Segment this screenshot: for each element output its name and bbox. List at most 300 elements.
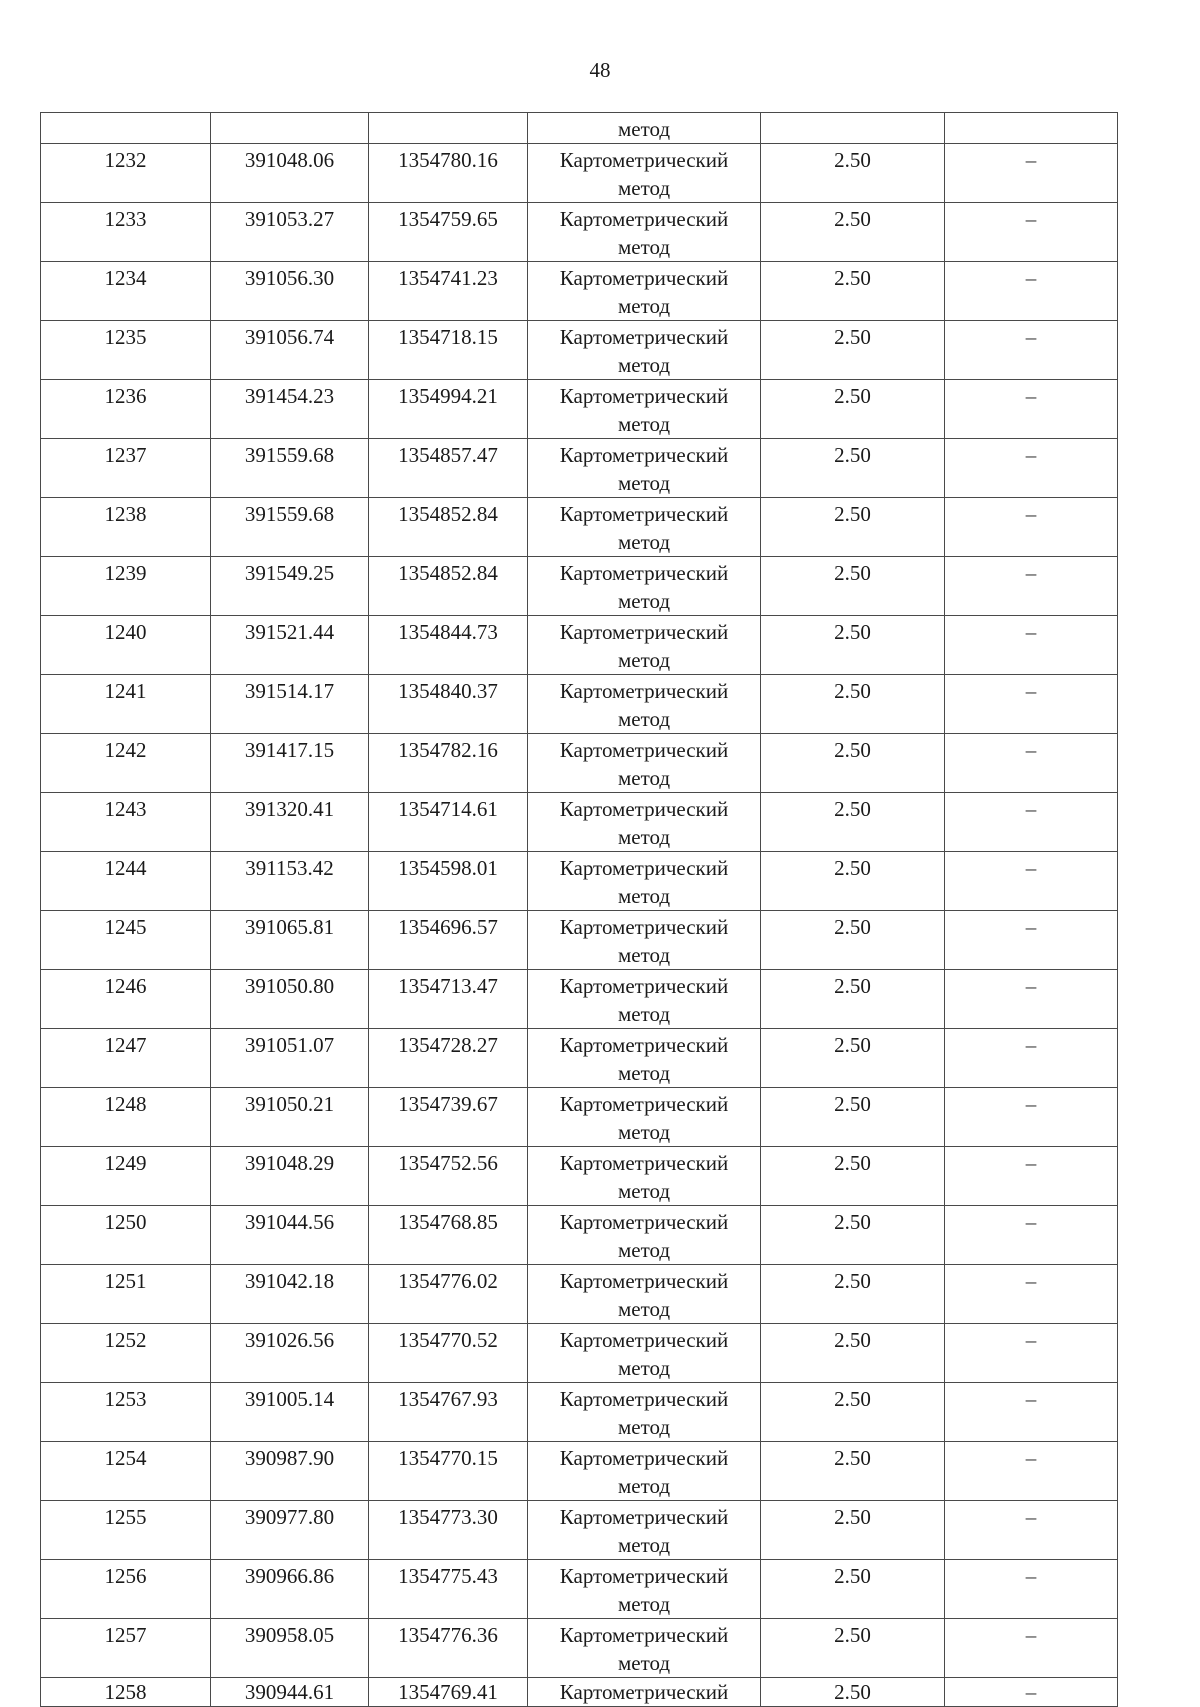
cell-accuracy (761, 262, 945, 321)
coordinate-y: 1354852.84 (398, 561, 498, 585)
table-row (41, 1619, 1118, 1678)
cell-y (369, 321, 528, 380)
coordinate-x: 391050.80 (244, 974, 335, 998)
method-text (528, 557, 760, 615)
table-row (41, 1206, 1118, 1265)
cell-description (945, 793, 1118, 852)
coordinate-x: 391521.44 (244, 620, 335, 644)
cell-method (528, 380, 761, 439)
method-line-2: метод (617, 1297, 671, 1321)
coordinate-x: 391559.68 (244, 443, 335, 467)
method-line-1: Картометрический (559, 797, 729, 821)
cell-accuracy (761, 1442, 945, 1501)
method-line-1: Картометрический (559, 384, 729, 408)
point-number: 1237 (104, 443, 147, 467)
accuracy-value: 2.50 (834, 1033, 871, 1057)
method-text (528, 1619, 760, 1677)
cell-x (211, 1619, 369, 1678)
cell-method (528, 734, 761, 793)
cell-number (41, 1442, 211, 1501)
accuracy-value: 2.50 (834, 1680, 871, 1704)
method-line-2: метод (617, 766, 671, 790)
cell-number (41, 1265, 211, 1324)
cell-x (211, 793, 369, 852)
cell-number (41, 144, 211, 203)
method-text (528, 970, 760, 1028)
table-row (41, 203, 1118, 262)
description-dash: – (1025, 1505, 1037, 1529)
table-row (41, 262, 1118, 321)
point-number: 1245 (104, 915, 147, 939)
method-line-2: метод (617, 648, 671, 672)
accuracy-value: 2.50 (834, 1446, 871, 1470)
point-number: 1251 (104, 1269, 147, 1293)
coordinate-x: 391320.41 (244, 797, 335, 821)
cell-y (369, 1383, 528, 1442)
cell-y (369, 113, 528, 144)
description-dash: – (1025, 1680, 1037, 1704)
cell-y (369, 1265, 528, 1324)
description-dash: – (1025, 1269, 1037, 1293)
method-text (528, 1442, 760, 1500)
cell-y (369, 1029, 528, 1088)
method-line-2: метод (617, 1592, 671, 1616)
cell-accuracy (761, 1088, 945, 1147)
point-number: 1232 (104, 148, 147, 172)
method-line-2: метод (617, 1474, 671, 1498)
cell-number (41, 675, 211, 734)
cell-number (41, 203, 211, 262)
cell-accuracy (761, 144, 945, 203)
cell-x (211, 1147, 369, 1206)
description-dash: – (1025, 1151, 1037, 1175)
method-text (528, 1206, 760, 1264)
cell-accuracy (761, 852, 945, 911)
accuracy-value: 2.50 (834, 207, 871, 231)
coordinate-x: 391549.25 (244, 561, 335, 585)
cell-number (41, 380, 211, 439)
point-number: 1239 (104, 561, 147, 585)
point-number: 1236 (104, 384, 147, 408)
description-dash: – (1025, 915, 1037, 939)
table-row (41, 852, 1118, 911)
description-dash: – (1025, 1446, 1037, 1470)
cell-number (41, 1383, 211, 1442)
cell-x (211, 203, 369, 262)
cell-x (211, 852, 369, 911)
cell-description (945, 1560, 1118, 1619)
method-continued: метод (617, 117, 671, 141)
coordinate-x: 391454.23 (244, 384, 335, 408)
coordinate-y: 1354776.02 (398, 1269, 498, 1293)
point-number: 1257 (104, 1623, 147, 1647)
coordinate-y: 1354844.73 (398, 620, 498, 644)
point-number: 1249 (104, 1151, 147, 1175)
cell-y (369, 734, 528, 793)
cell-description (945, 1678, 1118, 1707)
coordinate-x: 391056.30 (244, 266, 335, 290)
coordinate-y: 1354775.43 (398, 1564, 498, 1588)
method-line-2: метод (617, 943, 671, 967)
method-text (528, 380, 760, 438)
coordinate-x: 391053.27 (244, 207, 335, 231)
coordinate-x: 390958.05 (244, 1623, 335, 1647)
point-number: 1258 (104, 1680, 147, 1704)
method-line-2: метод (617, 294, 671, 318)
table-row (41, 1147, 1118, 1206)
coordinate-x: 391559.68 (244, 502, 335, 526)
cell-description (945, 675, 1118, 734)
cell-y (369, 852, 528, 911)
cell-accuracy (761, 1265, 945, 1324)
table-row (41, 1088, 1118, 1147)
coordinate-x: 391026.56 (244, 1328, 335, 1352)
point-number: 1238 (104, 502, 147, 526)
cell-y (369, 1619, 528, 1678)
coordinate-y: 1354773.30 (398, 1505, 498, 1529)
point-number: 1255 (104, 1505, 147, 1529)
cell-accuracy (761, 1619, 945, 1678)
cell-y (369, 1501, 528, 1560)
cell-number (41, 911, 211, 970)
cell-method (528, 793, 761, 852)
point-number: 1235 (104, 325, 147, 349)
coordinate-y: 1354994.21 (398, 384, 498, 408)
point-number: 1254 (104, 1446, 147, 1470)
method-line-2: метод (617, 707, 671, 731)
cell-method (528, 1560, 761, 1619)
cell-description (945, 439, 1118, 498)
cell-accuracy (761, 675, 945, 734)
method-text (528, 911, 760, 969)
method-text (528, 262, 760, 320)
method-text (528, 1560, 760, 1618)
page-number: 48 (589, 58, 611, 82)
method-line-2: метод (617, 1238, 671, 1262)
cell-number (41, 1619, 211, 1678)
coordinate-x: 391417.15 (244, 738, 335, 762)
cell-y (369, 793, 528, 852)
cell-description (945, 557, 1118, 616)
cell-y (369, 911, 528, 970)
method-line-1: Картометрический (559, 620, 729, 644)
method-line-1: Картометрический (559, 679, 729, 703)
method-line-2: метод (617, 1179, 671, 1203)
accuracy-value: 2.50 (834, 1210, 871, 1234)
cell-description (945, 911, 1118, 970)
method-line-2: метод (617, 353, 671, 377)
cell-y (369, 144, 528, 203)
cell-method (528, 1088, 761, 1147)
cell-method (528, 1678, 761, 1707)
cell-number (41, 262, 211, 321)
table-row (41, 911, 1118, 970)
point-number: 1240 (104, 620, 147, 644)
cell-x (211, 970, 369, 1029)
method-line-2: метод (617, 412, 671, 436)
coordinate-y: 1354696.57 (398, 915, 498, 939)
cell-accuracy (761, 1501, 945, 1560)
table-row (41, 380, 1118, 439)
description-dash: – (1025, 679, 1037, 703)
accuracy-value: 2.50 (834, 915, 871, 939)
cell-accuracy (761, 911, 945, 970)
cell-description (945, 1442, 1118, 1501)
cell-accuracy (761, 1206, 945, 1265)
method-text (528, 1088, 760, 1146)
table-row (41, 1324, 1118, 1383)
accuracy-value: 2.50 (834, 266, 871, 290)
method-text (528, 616, 760, 674)
method-line-2: метод (617, 1533, 671, 1557)
cell-number (41, 439, 211, 498)
description-dash: – (1025, 148, 1037, 172)
method-line-1: Картометрический (559, 325, 729, 349)
method-text (528, 498, 760, 556)
cell-method (528, 321, 761, 380)
cell-accuracy (761, 793, 945, 852)
coordinate-x: 390966.86 (244, 1564, 335, 1588)
accuracy-value: 2.50 (834, 1564, 871, 1588)
cell-description (945, 1324, 1118, 1383)
description-dash: – (1025, 325, 1037, 349)
method-text (528, 203, 760, 261)
cell-accuracy (761, 380, 945, 439)
cell-description (945, 203, 1118, 262)
method-text (528, 1324, 760, 1382)
cell-number (41, 734, 211, 793)
method-line-1: Картометрический (559, 1269, 729, 1293)
table-row (41, 498, 1118, 557)
coordinate-x: 391056.74 (244, 325, 335, 349)
accuracy-value: 2.50 (834, 620, 871, 644)
description-dash: – (1025, 974, 1037, 998)
cell-method (528, 1029, 761, 1088)
cell-description (945, 852, 1118, 911)
cell-method (528, 1383, 761, 1442)
method-line-2: метод (617, 884, 671, 908)
coordinate-y: 1354752.56 (398, 1151, 498, 1175)
method-line-1: Картометрический (559, 1505, 729, 1529)
accuracy-value: 2.50 (834, 1269, 871, 1293)
table-row (41, 144, 1118, 203)
cell-number (41, 113, 211, 144)
method-line-1: Картометрический (559, 561, 729, 585)
method-line-2: метод (617, 1415, 671, 1439)
accuracy-value: 2.50 (834, 1151, 871, 1175)
method-text (528, 852, 760, 910)
cell-x (211, 262, 369, 321)
cell-number (41, 970, 211, 1029)
cell-x (211, 1265, 369, 1324)
accuracy-value: 2.50 (834, 738, 871, 762)
description-dash: – (1025, 620, 1037, 644)
cell-y (369, 380, 528, 439)
method-line-1: Картометрический (559, 1151, 729, 1175)
accuracy-value: 2.50 (834, 1623, 871, 1647)
cell-description (945, 1088, 1118, 1147)
method-text (528, 1147, 760, 1205)
accuracy-value: 2.50 (834, 502, 871, 526)
method-line-1: Картометрический (559, 1564, 729, 1588)
description-dash: – (1025, 738, 1037, 762)
method-text (528, 734, 760, 792)
cell-x (211, 1206, 369, 1265)
coordinate-x: 390987.90 (244, 1446, 335, 1470)
cell-accuracy (761, 1678, 945, 1707)
method-line-2: метод (617, 589, 671, 613)
cell-x (211, 144, 369, 203)
cell-method (528, 262, 761, 321)
coordinate-x: 391044.56 (244, 1210, 335, 1234)
cell-y (369, 439, 528, 498)
method-text (528, 793, 760, 851)
coordinate-x: 391050.21 (244, 1092, 335, 1116)
method-line-1: Картометрический (559, 443, 729, 467)
cell-accuracy (761, 203, 945, 262)
method-line-1: Картометрический (559, 856, 729, 880)
cell-y (369, 262, 528, 321)
cell-method (528, 675, 761, 734)
accuracy-value: 2.50 (834, 148, 871, 172)
cell-method (528, 911, 761, 970)
cell-x (211, 1383, 369, 1442)
coordinate-y: 1354768.85 (398, 1210, 498, 1234)
accuracy-value: 2.50 (834, 325, 871, 349)
table-row (41, 557, 1118, 616)
table-row (41, 1501, 1118, 1560)
cell-accuracy (761, 113, 945, 144)
method-line-2: метод (617, 1002, 671, 1026)
cell-number (41, 321, 211, 380)
method-text (528, 1265, 760, 1323)
cell-accuracy (761, 321, 945, 380)
cell-description (945, 616, 1118, 675)
method-text (528, 144, 760, 202)
method-line-2: метод (617, 825, 671, 849)
cell-x (211, 734, 369, 793)
method-line-1: Картометрический (559, 738, 729, 762)
method-line-1: Картометрический (559, 1328, 729, 1352)
coordinate-x: 391065.81 (244, 915, 335, 939)
accuracy-value: 2.50 (834, 1505, 871, 1529)
method-line-2: метод (617, 235, 671, 259)
table-row (41, 616, 1118, 675)
point-number: 1233 (104, 207, 147, 231)
accuracy-value: 2.50 (834, 1092, 871, 1116)
coordinate-x: 390977.80 (244, 1505, 335, 1529)
table-row (41, 439, 1118, 498)
coordinate-y: 1354713.47 (398, 974, 498, 998)
cell-y (369, 1206, 528, 1265)
cell-y (369, 675, 528, 734)
cell-number (41, 1147, 211, 1206)
table-row (41, 1678, 1118, 1707)
cell-description (945, 1206, 1118, 1265)
method-text (528, 439, 760, 497)
coordinate-x: 391042.18 (244, 1269, 335, 1293)
coordinate-y: 1354767.93 (398, 1387, 498, 1411)
cell-method (528, 439, 761, 498)
cell-method (528, 144, 761, 203)
cell-description (945, 1619, 1118, 1678)
coordinate-x: 391153.42 (245, 856, 334, 880)
accuracy-value: 2.50 (834, 443, 871, 467)
cell-number (41, 1088, 211, 1147)
cell-y (369, 203, 528, 262)
accuracy-value: 2.50 (834, 679, 871, 703)
cell-x (211, 616, 369, 675)
cell-accuracy (761, 439, 945, 498)
cell-method (528, 616, 761, 675)
cell-method (528, 970, 761, 1029)
method-line-2: метод (617, 1356, 671, 1380)
table-row-continued (41, 113, 1118, 144)
cell-description (945, 1147, 1118, 1206)
point-number: 1244 (104, 856, 147, 880)
cell-x (211, 439, 369, 498)
method-line-1: Картометрический (559, 1092, 729, 1116)
coordinate-x: 391048.29 (244, 1151, 335, 1175)
method-line-2: метод (617, 530, 671, 554)
cell-y (369, 1147, 528, 1206)
description-dash: – (1025, 207, 1037, 231)
cell-accuracy (761, 557, 945, 616)
description-dash: – (1025, 1387, 1037, 1411)
method-text (528, 675, 760, 733)
cell-number (41, 1029, 211, 1088)
cell-y (369, 1442, 528, 1501)
cell-x (211, 911, 369, 970)
coordinate-x: 391005.14 (244, 1387, 335, 1411)
cell-y (369, 1324, 528, 1383)
method-line-1: Картометрический (559, 148, 729, 172)
cell-method (528, 1147, 761, 1206)
point-number: 1250 (104, 1210, 147, 1234)
coordinate-y: 1354776.36 (398, 1623, 498, 1647)
coordinate-x: 391051.07 (244, 1033, 335, 1057)
point-number: 1243 (104, 797, 147, 821)
table-row (41, 1383, 1118, 1442)
cell-number (41, 498, 211, 557)
coordinate-y: 1354780.16 (398, 148, 498, 172)
cell-x (211, 380, 369, 439)
cell-x (211, 1029, 369, 1088)
cell-x (211, 675, 369, 734)
description-dash: – (1025, 266, 1037, 290)
cell-accuracy (761, 734, 945, 793)
point-number: 1246 (104, 974, 147, 998)
cell-description (945, 734, 1118, 793)
table-row (41, 970, 1118, 1029)
method-text (528, 1501, 760, 1559)
cell-x (211, 557, 369, 616)
cell-number (41, 852, 211, 911)
coordinate-y: 1354782.16 (398, 738, 498, 762)
coordinate-y: 1354770.52 (398, 1328, 498, 1352)
coordinate-y: 1354598.01 (398, 856, 498, 880)
accuracy-value: 2.50 (834, 561, 871, 585)
accuracy-value: 2.50 (834, 384, 871, 408)
description-dash: – (1025, 1328, 1037, 1352)
cell-number (41, 793, 211, 852)
cell-y (369, 1678, 528, 1707)
cell-description (945, 1383, 1118, 1442)
method-text (528, 1029, 760, 1087)
table-row (41, 734, 1118, 793)
accuracy-value: 2.50 (834, 1328, 871, 1352)
description-dash: – (1025, 561, 1037, 585)
